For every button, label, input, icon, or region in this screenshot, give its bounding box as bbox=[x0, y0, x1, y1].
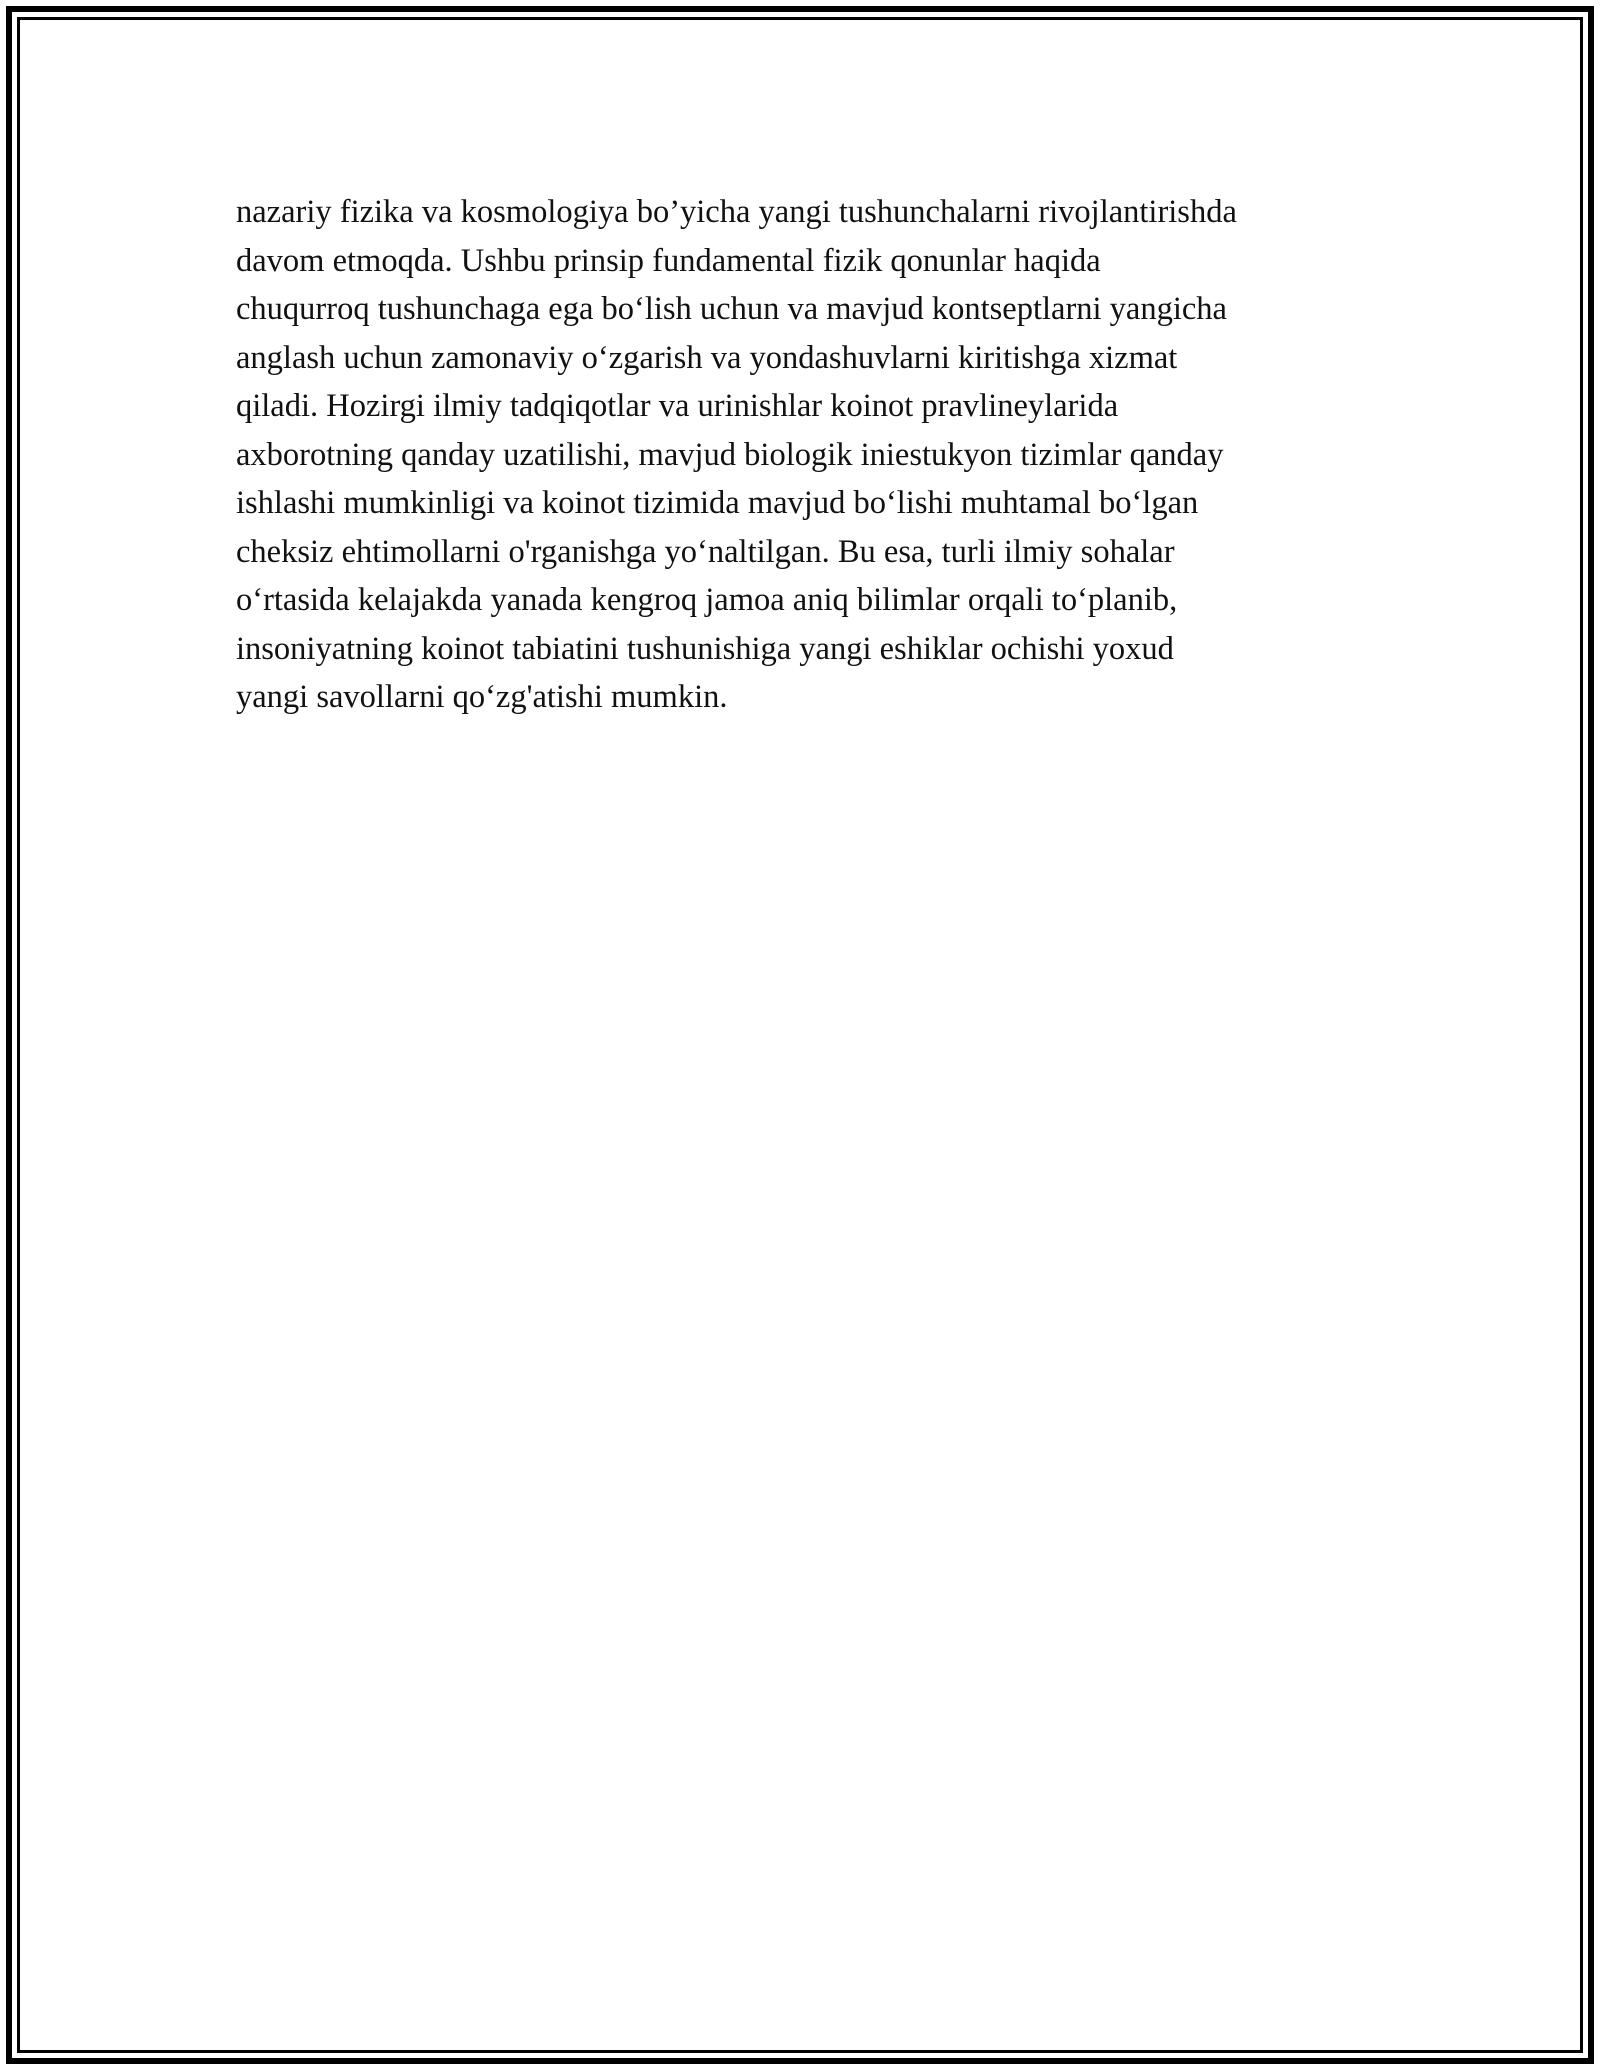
paragraph-line: qiladi. Hozirgi ilmiy tadqiqotlar va urinishlar koinot pravlineylarida bbox=[236, 388, 1119, 424]
paragraph-line: chuqurroq tushunchaga ega bo‘lish uchun va mavjud kontseptlarni yangicha bbox=[236, 291, 1227, 327]
paragraph-line: yangi savollarni qo‘zg'atishi mumkin. bbox=[236, 679, 728, 715]
paragraph-line: axborotning qanday uzatilishi, mavjud biologik iniestukyon tizimlar qanday bbox=[236, 436, 1224, 473]
paragraph-line: davom etmoqda. Ushbu prinsip fundamental fizik qonunlar haqida bbox=[236, 242, 1101, 279]
paragraph-line: ishlashi mumkinligi va koinot tizimida mavjud bo‘lishi muhtamal bo‘lgan bbox=[236, 485, 1199, 521]
paragraph-line: cheksiz ehtimollarni o'rganishga yo‘naltilgan. Bu esa, turli ilmiy sohalar bbox=[236, 533, 1175, 570]
paragraph-line: nazariy fizika va kosmologiya bo’yicha yangi tushunchalarni rivojlantirishda bbox=[236, 194, 1237, 230]
body-paragraph bbox=[236, 188, 1406, 722]
paragraph-line: anglash uchun zamonaviy o‘zgarish va yondashuvlarni kiritishga xizmat bbox=[236, 339, 1178, 376]
paragraph-line: insoniyatning koinot tabiatini tushunishiga yangi eshiklar ochishi yoxud bbox=[236, 630, 1174, 667]
paragraph-line: o‘rtasida kelajakda yanada kengroq jamoa aniq bilimlar orqali to‘planib, bbox=[236, 582, 1178, 618]
